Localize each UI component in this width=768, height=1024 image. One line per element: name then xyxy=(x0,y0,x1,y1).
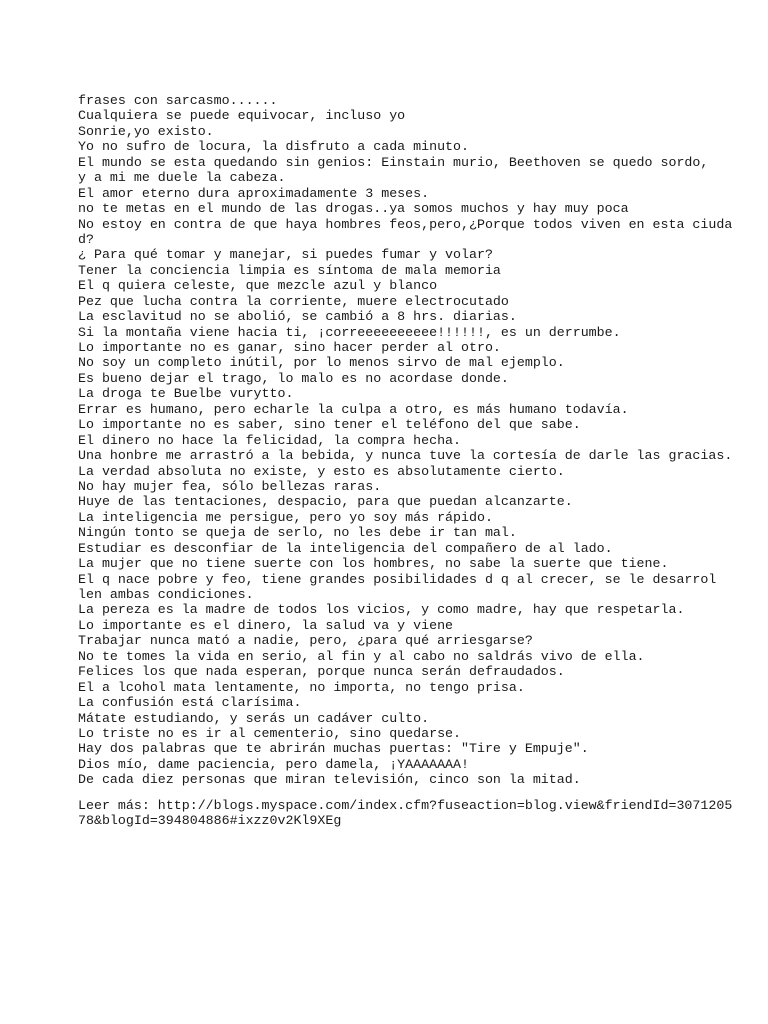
text-line: La mujer que no tiene suerte con los hombres, no sabe la suerte que tiene. xyxy=(78,556,669,572)
text-line: frases con sarcasmo...... xyxy=(78,93,278,108)
text-line: Lo triste no es ir al cementerio, sino quedarse. xyxy=(78,725,462,741)
text-line: Huye de las tentaciones, despacio, para que puedan alcanzarte. xyxy=(78,494,573,510)
text-line: No estoy en contra de que haya hombres feos,pero,¿Porque todos viven en esta ciuda xyxy=(78,216,733,232)
text-line: El q nace pobre y feo, tiene grandes posibilidades d q al crecer, se le desarrol xyxy=(78,571,717,587)
text-line: La inteligencia me persigue, pero yo soy más rápido. xyxy=(78,509,493,525)
source-link-text xyxy=(78,798,733,829)
text-line: No soy un completo inútil, por lo menos sirvo de mal ejemplo. xyxy=(78,355,565,371)
text-line: Dios mío, dame paciencia, pero damela, ¡YAAAAAAA! xyxy=(78,756,469,772)
text-line: y a mi me duele la cabeza. xyxy=(78,170,286,186)
text-line: Sonrie,yo existo. xyxy=(78,123,214,139)
text-line: Hay dos palabras que te abrirán muchas puertas: "Tire y Empuje". xyxy=(78,741,589,757)
text-line: La esclavitud no se abolió, se cambió a 8 hrs. diarias. xyxy=(78,309,517,325)
text-line: De cada diez personas que miran televisión, cinco son la mitad. xyxy=(78,772,581,788)
text-line: El a lcohol mata lentamente, no importa, no tengo prisa. xyxy=(78,679,525,695)
text-line: Yo no sufro de locura, la disfruto a cada minuto. xyxy=(78,139,469,155)
text-line: Lo importante no es ganar, sino hacer perder al otro. xyxy=(78,340,501,355)
text-line: La confusión está clarísima. xyxy=(78,695,302,711)
text-line: Trabajar nunca mató a nadie, pero, ¿para qué arriesgarse? xyxy=(78,633,533,649)
text-line: Es bueno dejar el trago, lo malo es no acordase donde. xyxy=(78,370,509,386)
text-line: ¿ Para qué tomar y manejar, si puedes fumar y volar? xyxy=(78,247,493,263)
document-body-text xyxy=(78,93,733,788)
text-line: no te metas en el mundo de las drogas..ya somos muchos y hay muy poca xyxy=(78,201,629,217)
text-line: Lo importante es el dinero, la salud va y viene xyxy=(78,617,454,633)
text-line: La droga te Buelbe vurytto. xyxy=(78,386,294,402)
text-line: La verdad absoluta no existe, y esto es absolutamente cierto. xyxy=(78,463,565,479)
text-line: Ningún tonto se queja de serlo, no les debe ir tan mal. xyxy=(78,525,517,541)
text-line: d? xyxy=(78,231,94,247)
text-line: Tener la conciencia limpia es síntoma de mala memoria xyxy=(78,262,501,278)
text-line: El q quiera celeste, que mezcle azul y blanco xyxy=(78,278,438,294)
text-line: Lo importante no es saber, sino tener el teléfono del que sabe. xyxy=(78,417,581,433)
text-line: La pereza es la madre de todos los vicios, y como madre, hay que respetarla. xyxy=(78,602,685,618)
text-line: Estudiar es desconfiar de la inteligencia del compañero de al lado. xyxy=(78,540,613,556)
text-line: Felices los que nada esperan, porque nunca serán defraudados. xyxy=(78,664,565,680)
text-line: Pez que lucha contra la corriente, muere electrocutado xyxy=(78,293,509,309)
text-line: No hay mujer fea, sólo bellezas raras. xyxy=(78,478,382,494)
text-line: len ambas condiciones. xyxy=(78,587,254,602)
text-line: Una honbre me arrastró a la bebida, y nunca tuve la cortesía de darle las gracias. xyxy=(78,448,733,464)
source-link-line: Leer más: http://blogs.myspace.com/index.cfm?fuseaction=blog.view&friendId=3071205 xyxy=(78,798,733,813)
text-line: Mátate estudiando, y serás un cadáver culto. xyxy=(78,710,430,726)
text-line: El amor eterno dura aproximadamente 3 meses. xyxy=(78,185,430,201)
text-line: El dinero no hace la felicidad, la compra hecha. xyxy=(78,432,462,448)
text-line: Errar es humano, pero echarle la culpa a otro, es más humano todavía. xyxy=(78,401,629,417)
text-line: Si la montaña viene hacia ti, ¡correeeeeeeeee!!!!!!, es un derrumbe. xyxy=(78,324,621,340)
text-line: Cualquiera se puede equivocar, incluso yo xyxy=(78,108,406,124)
text-line: No te tomes la vida en serio, al fin y al cabo no saldrás vivo de ella. xyxy=(78,648,645,664)
text-line: El mundo se esta quedando sin genios: Einstain murio, Beethoven se quedo sordo, xyxy=(78,154,709,170)
source-link-line: 78&blogId=394804886#ixzz0v2Kl9XEg xyxy=(78,813,342,829)
